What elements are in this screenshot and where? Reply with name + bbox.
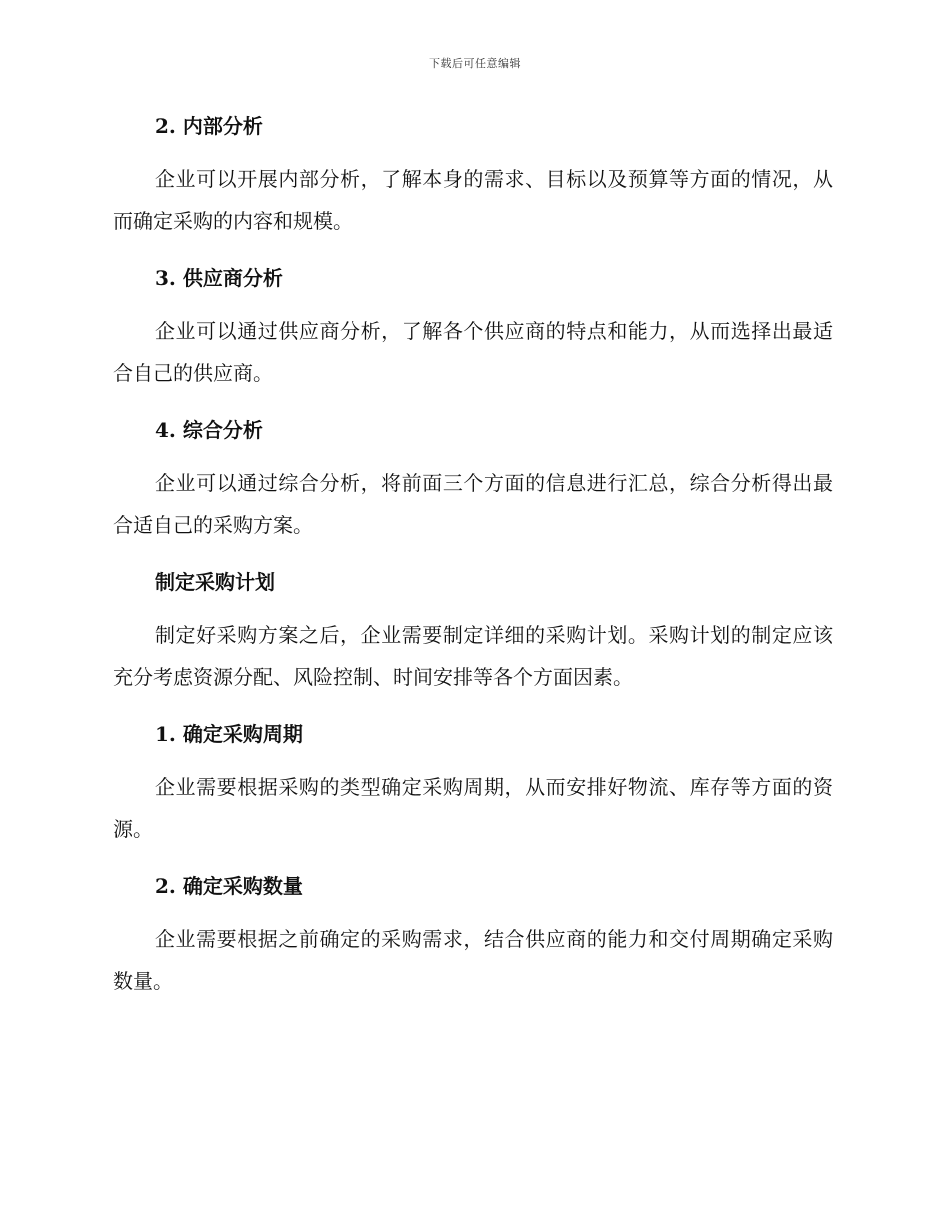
section-heading-procurement-plan: 制定采购计划 [155, 570, 275, 594]
section-paragraph-comprehensive-analysis: 企业可以通过综合分析，将前面三个方面的信息进行汇总，综合分析得出最合适自己的采购方案。 [113, 471, 833, 537]
section-paragraph-internal-analysis: 企业可以开展内部分析，了解本身的需求、目标以及预算等方面的情况，从而确定采购的内容和规模。 [113, 167, 833, 233]
section-heading-procurement-quantity: 2. 确定采购数量 [155, 874, 303, 898]
section-paragraph-supplier-analysis: 企业可以通过供应商分析，了解各个供应商的特点和能力，从而选择出最适合自己的供应商。 [113, 319, 833, 385]
section-paragraph-procurement-quantity: 企业需要根据之前确定的采购需求，结合供应商的能力和交付周期确定采购数量。 [113, 927, 833, 993]
section-paragraph-procurement-plan: 制定好采购方案之后，企业需要制定详细的采购计划。采购计划的制定应该充分考虑资源分配、风险控制、时间安排等各个方面因素。 [113, 623, 833, 689]
header-note: 下载后可任意编辑 [429, 57, 521, 70]
section-heading-internal-analysis: 2. 内部分析 [155, 114, 263, 138]
section-paragraph-procurement-cycle: 企业需要根据采购的类型确定采购周期，从而安排好物流、库存等方面的资源。 [113, 775, 833, 841]
section-heading-supplier-analysis: 3. 供应商分析 [155, 266, 283, 290]
section-heading-comprehensive-analysis: 4. 综合分析 [155, 418, 263, 442]
document-body [113, 110, 833, 1002]
section-heading-procurement-cycle: 1. 确定采购周期 [155, 722, 303, 746]
